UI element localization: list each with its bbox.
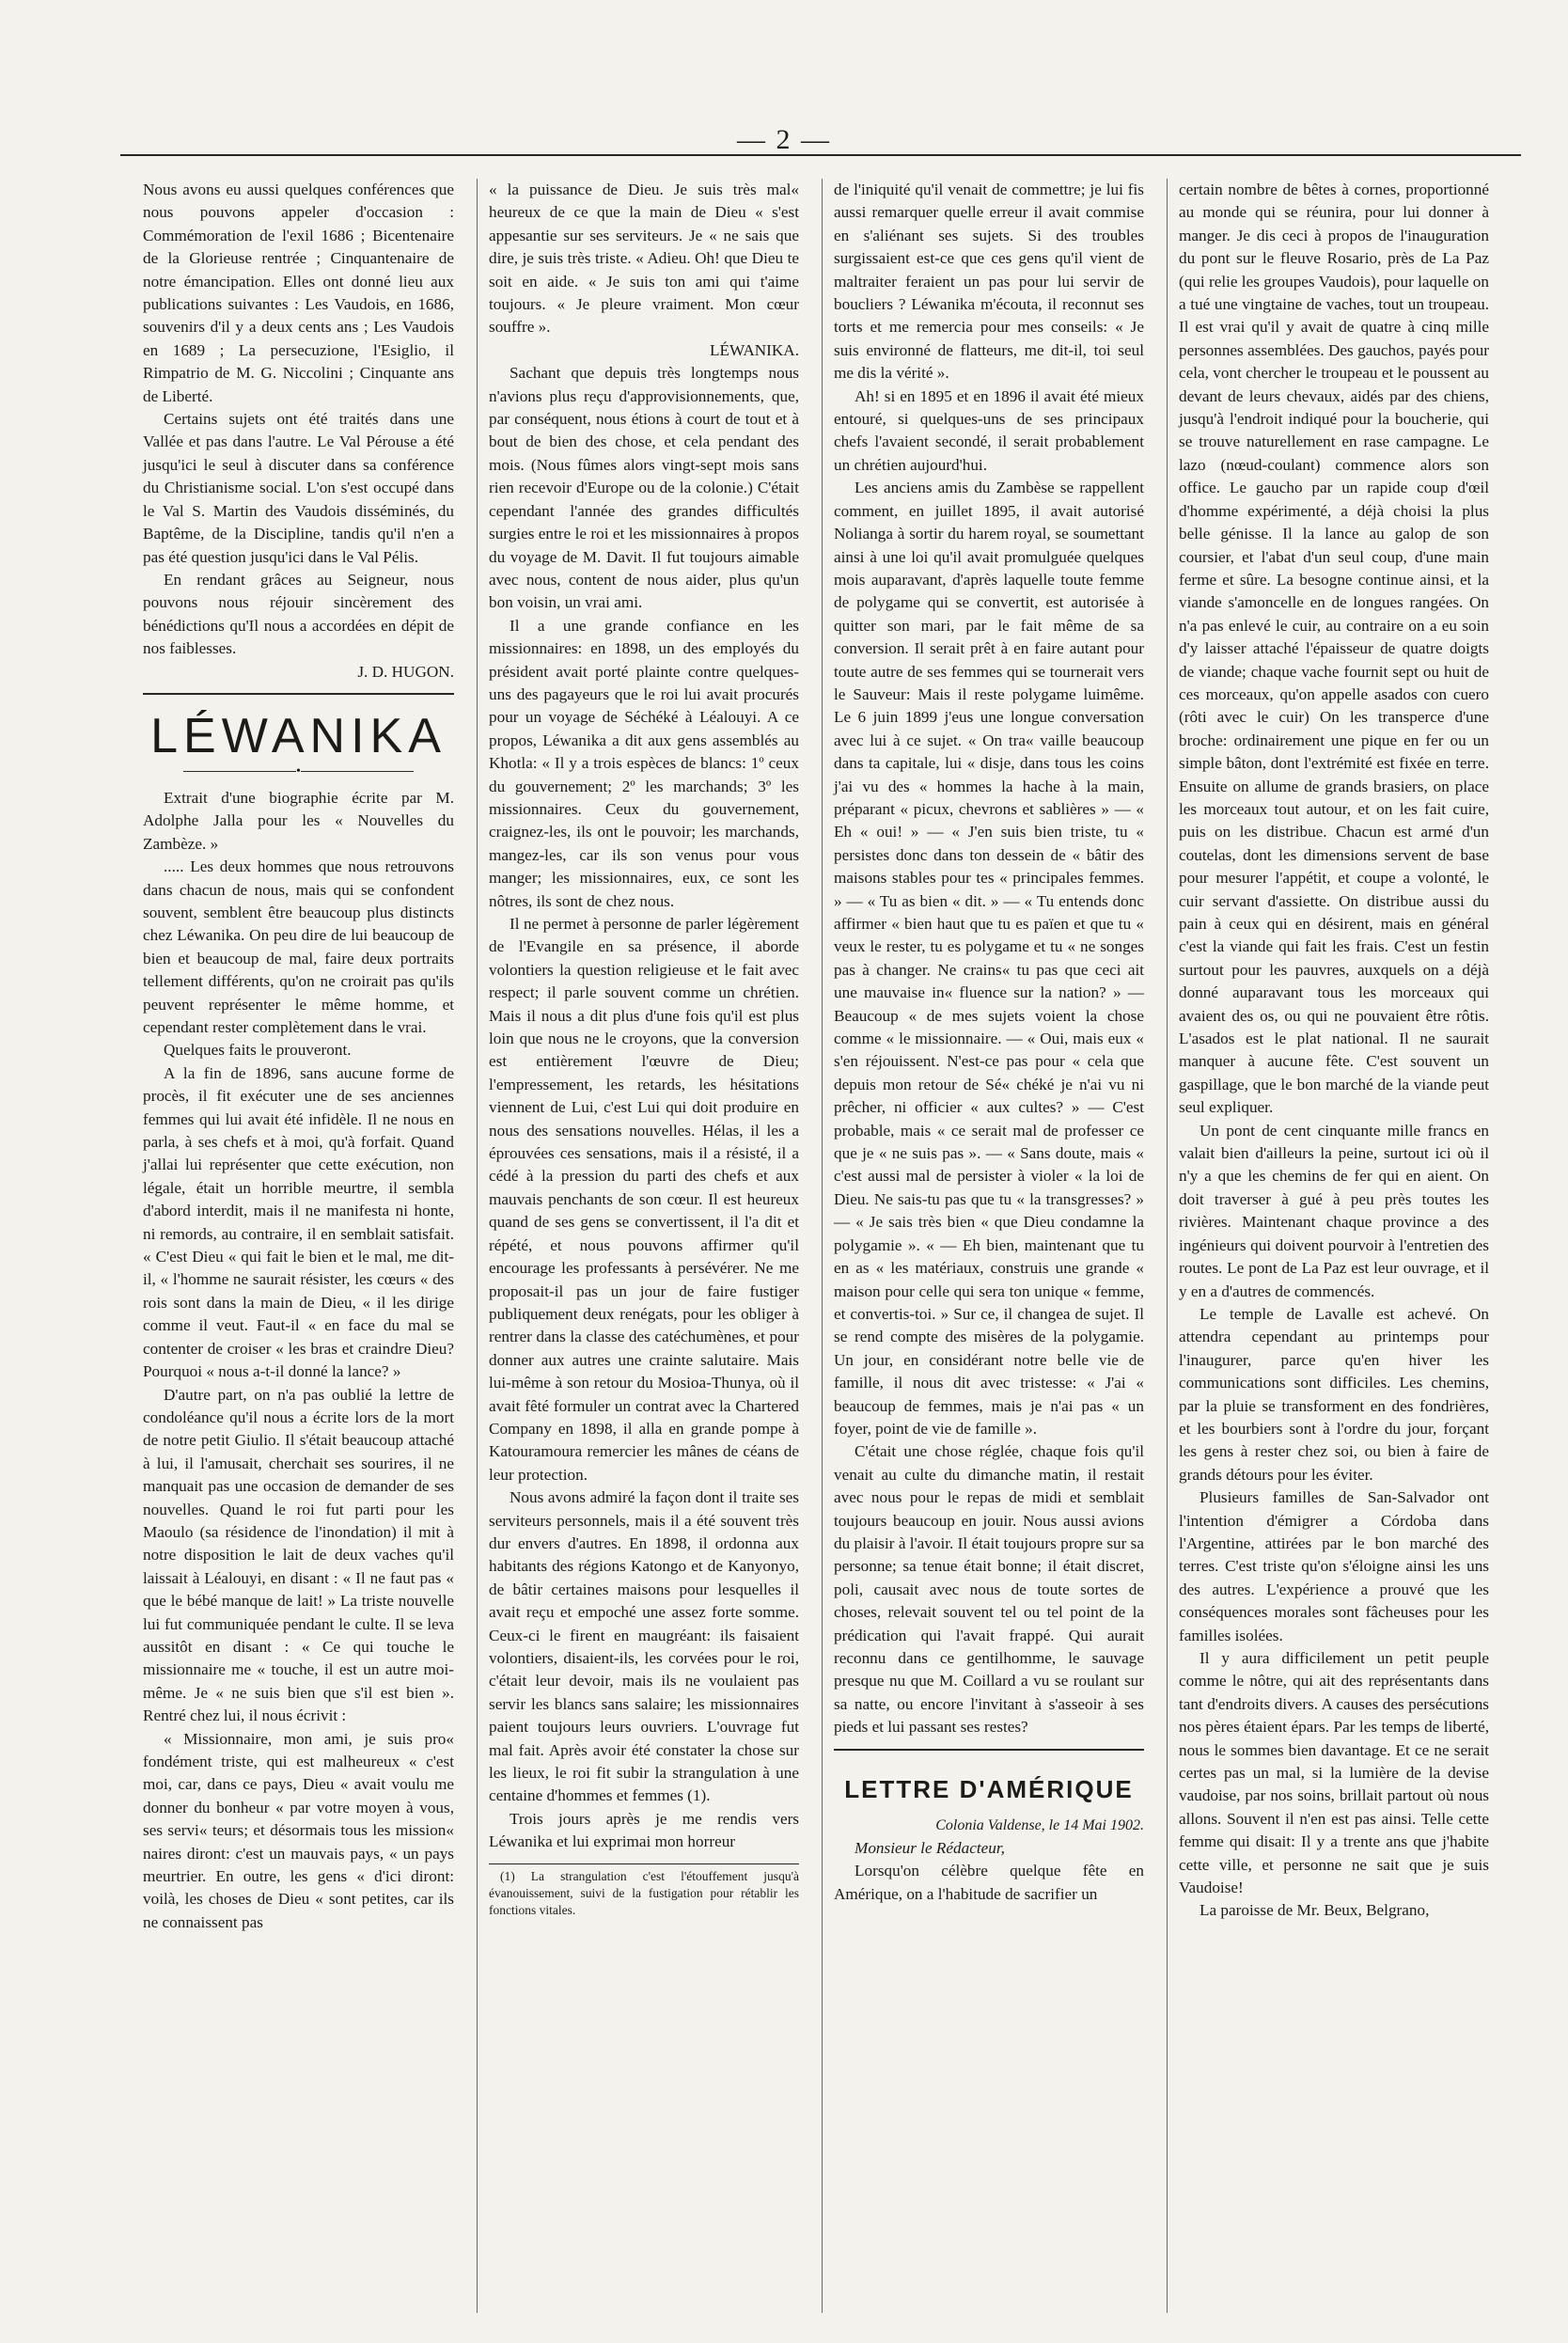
paragraph: Trois jours après je me rendis vers Léwanika et lui exprimai mon horreur — [489, 1809, 799, 1851]
section-title: LETTRE D'AMÉRIQUE — [844, 1774, 1134, 1803]
page-number: — 2 — — [737, 124, 831, 155]
column-3 — [822, 179, 1155, 2313]
column-2 — [477, 179, 810, 2313]
paragraph: « Missionnaire, mon ami, je suis pro« fondément triste, qui est malheureux « c'est moi, car, dans ce pays, Dieu « avait voulu me donner du bonheur « par votre moyen à vous, ses servi« teurs; et désormais tous les mission« naires diront: c'est un mauvais pays, « un pays meurtrier. En outre, les gens « d'ici diront: voilà, les choses de Dieu « sont petites, car ils ne connaissent pas — [143, 1729, 454, 1931]
paragraph: Quelques faits le prouveront. — [164, 1041, 352, 1060]
salutation: Monsieur le Rédacteur, — [855, 1839, 1005, 1858]
article-columns — [132, 179, 1521, 2313]
paragraph: D'autre part, on n'a pas oublié la lettre de condoléance qu'il nous a écrite lors de la mort de notre petit Giulio. Il s'était beaucoup attaché à lui, il l'amusait, cherchait ses sourires, il ne manquait pas une occasion de demander de ses nouvelles. Quand le roi fut parti pour les Maoulo (sa résidence de l'inondation) il mit à notre disposition le lait de deux vaches qu'il laissait à Léalouyi, en disant : « Il ne faut pas « que le bébé manque de lait! » La triste nouvelle lui fut communiquée pendant le culte. Il se leva aussitôt en disant : « Ce qui touche le missionnaire me « touche, il est un autre moi-même. Je « ne suis bien que s'il est bien ». Rentré chez lui, il nous écrivit : — [143, 1385, 454, 1725]
paragraph: Certains sujets ont été traités dans une Vallée et pas dans l'autre. Le Val Pérouse a été jusqu'ici le seul à discuter dans sa conférence du Christianisme social. L'on s'est occupé dans le Val S. Martin des Vaudois disséminés, du Baptême, de la Discipline, tandis qu'il n'en a pas été question jusqu'ici dans le Val Pélis. — [143, 410, 454, 566]
section-divider — [143, 693, 454, 695]
paragraph: Plusieurs familles de San-Salvador ont l'intention d'émigrer a Córdoba dans l'Argentine, attirées par le bon marché des terres. C'est triste qu'on s'éloigne ainsi les uns des autres. L'expérience a prouvé que les conséquences morales sont fâcheuses pour les familles isolées. — [1179, 1488, 1489, 1644]
paragraph: Le temple de Lavalle est achevé. On attendra cependant au printemps pour l'inaugurer, parce qu'en hiver les communications sont difficiles. Les chemins, par la pluie se transforment en des fondrières, et les bourbiers sont à l'ordre du jour, forçant les gens à rester chez soi, ou bien à faire de grands détours pour les éviter. — [1179, 1304, 1489, 1484]
article-intro: Extrait d'une biographie écrite par M. Adolphe Jalla pour les « Nouvelles du Zambèze. » — [143, 788, 454, 853]
paragraph: C'était une chose réglée, chaque fois qu'il venait au culte du dimanche matin, il restait avec nous pour le repas de midi et semblait toujours beaucoup en jouir. Nous aussi avions du plaisir à l'avoir. Il était toujours propre sur sa personne; sa tenue était bonne; il était discret, poli, causait avec nous de toute sortes de choses, relevait souvent tel ou tel point de la prédication qui l'avait frappé. Qui aurait reconnu dans ce gentilhomme, le sauvage presque nu que M. Coillard a vu se roulant sur sa natte, ou encore l'invitant à s'asseoir à ses pieds et lui passant ses restes? — [834, 1442, 1144, 1737]
paragraph: La paroisse de Mr. Beux, Belgrano, — [1200, 1901, 1430, 1920]
paragraph: de l'iniquité qu'il venait de commettre; je lui fis aussi remarquer quelle erreur il avait commise en s'aliénant ses sujets. Si des troubles surgissaient est-ce que ces gens qu'il vient de maltraiter feraient un pas pour lui servir de boucliers ? Léwanika m'écouta, il reconnut ses torts et me remercia pour mes conseils: « Je suis environné de flatteurs, me dit-il, toi seul me dis la vérité ». — [834, 181, 1144, 383]
dateline: Colonia Valdense, le 14 Mai 1902. — [935, 1816, 1144, 1833]
column-4 — [1167, 179, 1500, 2313]
paragraph: En rendant grâces au Seigneur, nous pouvons nous réjouir sincèrement des bénédictions qu'Il nous a accordées en dépit de nos faiblesses. — [143, 570, 454, 658]
paragraph: Un pont de cent cinquante mille francs en valait bien d'ailleurs la peine, surtout ici où il n'y a que les chemins de fer qui en aient. On doit traverser à gué à peu près toutes les rivières. Maintenant chaque province a des ingénieurs qui doivent pourvoir à l'entretien des routes. Le pont de La Paz est leur ouvrage, et il y en a d'autres de commencés. — [1179, 1121, 1489, 1300]
paragraph: Sachant que depuis très longtemps nous n'avions plus reçu d'approvisionnements, que, par conséquent, nous étions à court de tout et à bout de bien des chose, et cela pendant des mois. (Nous fûmes alors vingt-sept mois sans rien recevoir d'Europe ou de la colonie.) C'était cependant l'année des grandes difficultés surgies entre le roi et les missionnaires à propos du voyage de M. Davit. Il fut toujours aimable avec nous, content de nous aider, plus qu'un bon voisin, un vrai ami. — [489, 364, 799, 612]
paragraph: Lorsqu'on célèbre quelque fête en Amérique, on a l'habitude de sacrifier un — [834, 1862, 1144, 1903]
footnote-text: (1) La strangulation c'est l'étouffement jusqu'à évanouissement, suivi de la fustigation pour rétablir les fonctions vitales. — [489, 1868, 799, 1917]
paragraph: certain nombre de bêtes à cornes, proportionné au monde qui se réunira, pour lui donner à manger. Je dis ceci à propos de l'inauguration du pont sur le fleuve Rosario, près de La Paz (qui relie les groupes Vaudois), pour laquelle on a tué une vingtaine de vaches, tout un troupeau. Il est vrai qu'il y avait de quatre à cinq mille personnes assemblées. Des gauchos, payés pour cela, vont chercher le troupeau et le poussent au devant de leurs chevaux, aidés par des chiens, jusqu'à l'endroit indiqué pour la boucherie, qui se trouve naturellement en rase campagne. Le lazo (nœud-coulant) commence alors son office. Le gaucho par un rapide coup d'œil d'homme expérimenté, a déjà choisi la plus belle génisse. Il la lance au galop de son coursier, et l'abat d'un seul coup, d'une main ferme et sûre. La besogne continue ainsi, et la viande s'amoncelle en de longues rangées. On n'a pas enlevé le cuir, au contraire on a eu soin d'y laisser attaché l'épaisseur de quatre doigts de viande; chaque vache fournit sept ou huit de ces morceaux, qu'on appelle asados con cuero (rôti avec le cuir) On les transperce d'une broche: ordinairement une pique en fer ou un simple bâton, dont l'extrémité est fixée en terre. Ensuite on allume de grands brasiers, on place les morceaux tout autour, et on les fait cuire, puis on les distribue. Chacun est armé d'un coutelas, dont les dimensions servent de base pour mesurer l'appétit, et coupe a volonté, le cuir servant d'assiette. On distribue aussi du pain à ceux qui en désirent, mais en général c'est la viande qui fait les frais. C'est un festin surtout pour les pauvres, auxquels on a déjà donné auparavant tous les morceaux qui avaient des os, ou qui ne pouvaient être rôtis. L'asados est le plat national. Il ne saurait manquer à aucune fête. C'est souvent un gaspillage, que le bon marché de la viande peut seul expliquer. — [1179, 181, 1489, 1117]
headline-ornament: • — [143, 764, 454, 779]
paragraph: Ah! si en 1895 et en 1896 il avait été mieux entouré, si quelques-uns de ses principaux chefs l'avaient secondé, il serait probablement un chrétien aujourd'hui. — [834, 386, 1144, 474]
paragraph: Il ne permet à personne de parler légèrement de l'Evangile en sa présence, il aborde volontiers la question religieuse et le fait avec respect; il parle souvent comme un chrétien. Mais il nous a dit plus d'une fois qu'il est plus loin que nous ne le croyons, que la conversion est entièrement l'œuvre de Dieu; l'empressement, les retards, les hésitations viennent de Lui, c'est Lui qui doit produire en nous des sensations nouvelles. Hélas, il les a éprouvées ces sensations, mais il a résisté, il a cédé à la pression du parti des chefs et aux mauvais penchants de son cœur. Il est heureux quand de ses gens se convertissent, il l'a dit et répété, et nous pouvons affirmer qu'il encourage les professants à persévérer. Ne me proposait-il pas un jour de faire fustiger publiquement deux renégats, pour les obliger à rentrer dans la classe des catéchumènes, et pour donner aux autres une crainte salutaire. Mais lui-même à son retour du Mosioa-Thunya, où il avait fêté formuler un contrat avec la Chartered Company en 1898, il alla en grande pompe à Katouramoura remercier les mânes de céans de leur protection. — [489, 915, 799, 1484]
paragraph: A la fin de 1896, sans aucune forme de procès, il fit exécuter une de ses anciennes femmes qui lui avait été infidèle. Il ne nous en parla, à ses chefs et à moi, qu'à forfait. Quand j'allai lui représenter que cette exécution, non légale, était un horrible meurtre, il sembla d'abord interdit, mais il ne manifesta ni honte, ni remords, au contraire, il en semblait satisfait. « C'est Dieu « qui fait le bien et le mal, me dit-il, « l'homme ne saurait résister, les cœurs « des rois sont dans la main de Dieu, « il les dirige comme il veut. Faut-il « en face du mal se contenter de croiser « les bras et craindre Dieu? Pourquoi « nous a-t-il donné la lance? » — [143, 1063, 454, 1381]
footnote — [489, 1863, 799, 1919]
section-divider — [834, 1749, 1144, 1751]
paragraph: Nous avons eu aussi quelques conférences que nous pouvons appeler d'occasion : Commémoration de l'exil 1686 ; Bicentenaire de la Glorieuse rentrée ; Cinquantenaire de notre émancipation. Elles ont donné lieu aux publications suivantes : Les Vaudois, en 1686, souvenirs d'il y a deux cents ans ; Les Vaudois en 1689 ; La persecuzione, l'Esiglio, il Rimpatrio de M. G. Niccolini ; Cinquante ans de Liberté. — [143, 181, 454, 405]
paragraph: Il y aura difficilement un petit peuple comme le nôtre, qui ait des représentants dans tant d'endroits divers. A causes des persécutions nos pères étaient épars. Par les temps de liberté, nous le sommes bien davantage. Et ce ne serait certes pas un mal, si la lumière de la devise vaudoise, par nos soins, brillait partout où nous allons. Souvent il n'en est pas ainsi. Telle cette femme qui disait: Il y a trente ans que j'habite cette ville, et personne ne sait que je suis Vaudoise! — [1179, 1649, 1489, 1897]
article-headline: LÉWANIKA — [150, 708, 447, 763]
paragraph: ..... Les deux hommes que nous retrouvons dans chacun de nous, mais qui se confondent souvent, semblent être beaucoup plus distincts chez Léwanika. On peu dire de lui beaucoup de bien et beaucoup de mal, faire deux portraits tellement différents, qu'on ne croirait pas qu'ils peuvent représenter le même homme, et cependant rester complètement dans le vrai. — [143, 857, 454, 1036]
paragraph: « la puissance de Dieu. Je suis très mal« heureux de ce que la main de Dieu « s'est appesantie sur ses serviteurs. Je « ne sais que dire, je suis très triste. « Adieu. Oh! que Dieu te soit en aide. « Je suis ton ami qui t'aime toujours. « Je pleure vraiment. Mon cœur souffre ». — [489, 181, 799, 337]
signature: J. D. HUGON. — [357, 662, 454, 681]
paragraph: Les anciens amis du Zambèse se rappellent comment, en juillet 1895, il avait autorisé Nolianga à sortir du harem royal, se soumettant ainsi à une loi qu'il avait promulguée quelques mois auparavant, d'après laquelle toute femme de polygame qui se convertit, est autorisée à quitter son mari, par le fait même de sa conversion. Il serait prêt à en faire autant pour toute autre de ses femmes qui se tournerait vers le Sauveur: Mais il reste polygame luimême. Le 6 juin 1899 j'eus une longue conversation avec lui à ce sujet. « On tra« vaille beaucoup dans ta capitale, lui « disje, dans tous les coins j'ai vu des « hommes la hache à la main, préparant « picux, chevrons et sablières » — « Eh « oui! » — « J'en suis bien triste, tu « persistes donc dans ton dessein de « bâtir des maisons stables pour tes « principales femmes. » — « Tu as bien « dit. » — « Tu entends donc affirmer « bien haut que tu es païen et que tu « veux le rester, tu es polygame et tu « ne songes pas à changer. Ne crains« tu pas que ceci ait une mauvaise in« fluence sur la nation? » — Beaucoup « de mes sujets voient la chose comme « le missionnaire. — « Oui, mais eux « s'en réjouissent. N'est-ce pas pour « cela que depuis mon retour de Sé« chéké je n'ai vu ni prêcher, ni officier « aux cultes? » — C'est probable, mais « ce serait mal de professer ce que je « ne suis pas ». — « Sans doute, mais « c'est aussi mal de persister à violer « la loi de Dieu. Ne sais-tu pas que tu « la transgresses? » — « Je sais très bien « que Dieu condamne la polygamie ». « — Eh bien, maintenant que tu en as « les matériaux, construis une grande « maison pour celle qui sera ton unique « femme, et convertis-toi. » Sur ce, il changea de sujet. Il se rend compte des misères de la polygamie. Un jour, en considérant notre belle vie de famille, il nous dit avec tristesse: « J'ai « beaucoup de femmes, mais je n'ai pas « un foyer, point de vie de famille ». — [834, 479, 1144, 1438]
signature: LÉWANIKA. — [710, 340, 799, 359]
paragraph: Nous avons admiré la façon dont il traite ses serviteurs personnels, mais il a été souvent très dur envers d'autres. En 1898, il ordonna aux habitants des régions Katongo et de Kanyonyo, de bâtir certaines maisons pour lesquelles il avait reçu et empoché une assez forte somme. Ceux-ci le firent en maugréant: ils faisaient volontiers, disaient-ils, les corvées pour le roi, c'était leur devoir, mais ils ne voulaient pas servir les blancs sans salaire; les missionnaires paient toujours leurs ouvriers. L'ouvrage fut mal fait. Après avoir été constater la chose sur les lieux, le roi fit subir la strangulation à une centaine d'hommes et femmes (1). — [489, 1488, 799, 1805]
paragraph: Il a une grande confiance en les missionnaires: en 1898, un des employés du président avait porté plainte contre quelques-uns des pagayeurs que le roi lui avait procurés pour un voyage de Séchéké à Léalouyi. A ce propos, Léwanika a dit aux gens assemblés au Khotla: « Il y a trois espèces de blancs: 1º ceux du gouvernement; 2º les marchands; 3º les missionnaires. Ceux du gouvernement, craignez-les, ils ont le pouvoir; les marchands, mangez-les, car ils son venus pour vous manger; les missionnaires, eux, ce sont les nôtres, ils sont de chez nous. — [489, 616, 799, 910]
column-1 — [132, 179, 465, 2313]
header-rule — [120, 154, 1521, 156]
